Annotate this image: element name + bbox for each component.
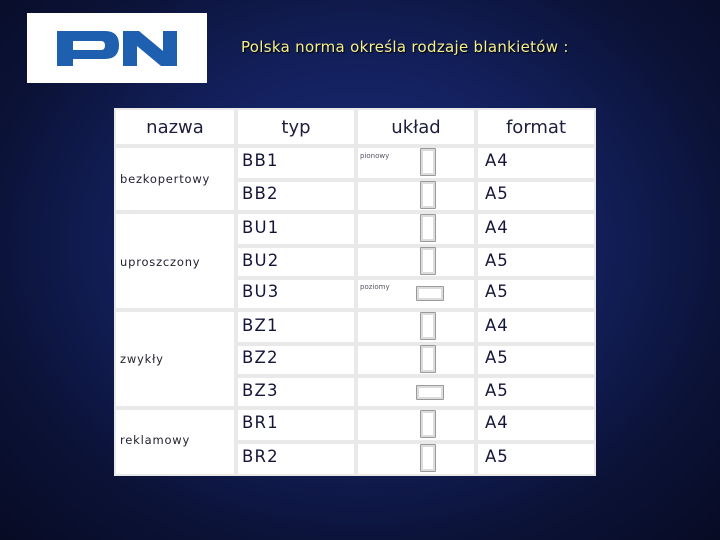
typ-value: BR1 (242, 413, 279, 432)
format-value: A5 (485, 282, 509, 301)
typ-value: BZ1 (242, 316, 279, 335)
format-value: A4 (485, 413, 509, 432)
typ-value: BU2 (242, 251, 280, 270)
pn-logo-icon (27, 13, 207, 83)
uklad-label-pionowy: pionowy (360, 152, 390, 160)
header-uklad: układ (358, 110, 474, 144)
uklad-cell (358, 248, 474, 276)
vertical-envelope-icon (420, 181, 436, 209)
pn-logo (27, 13, 207, 83)
vertical-envelope-icon (420, 148, 436, 176)
typ-value: BZ2 (242, 348, 279, 367)
page-title: Polska norma określa rodzaje blankietów : (241, 38, 569, 56)
blanket-types-table (114, 108, 596, 476)
header-nazwa: nazwa (116, 110, 234, 144)
typ-value: BU3 (242, 282, 280, 301)
header-typ: typ (238, 110, 354, 144)
uklad-cell (358, 346, 474, 374)
typ-value: BB1 (242, 151, 279, 170)
header-format: format (478, 110, 594, 144)
typ-value: BB2 (242, 184, 279, 203)
group-name-uproszczony: uproszczony (120, 255, 201, 269)
vertical-envelope-icon (420, 312, 436, 340)
uklad-cell (358, 182, 474, 210)
uklad-cell (358, 410, 474, 440)
typ-value: BU1 (242, 218, 280, 237)
uklad-cell (358, 312, 474, 342)
format-value: A5 (485, 184, 509, 203)
horizontal-envelope-icon (416, 286, 444, 301)
uklad-cell (358, 444, 474, 474)
format-value: A5 (485, 447, 509, 466)
vertical-envelope-icon (420, 345, 436, 373)
horizontal-envelope-icon (416, 385, 444, 400)
group-name-reklamowy: reklamowy (120, 433, 191, 447)
uklad-cell (358, 214, 474, 244)
uklad-label-poziomy: poziomy (360, 283, 390, 291)
typ-value: BZ3 (242, 381, 279, 400)
vertical-envelope-icon (420, 247, 436, 275)
vertical-envelope-icon (420, 410, 436, 438)
group-name-bezkopertowy: bezkopertowy (120, 172, 211, 186)
format-value: A5 (485, 381, 509, 400)
format-value: A4 (485, 218, 509, 237)
format-value: A4 (485, 316, 509, 335)
vertical-envelope-icon (420, 214, 436, 242)
typ-value: BR2 (242, 447, 279, 466)
vertical-envelope-icon (420, 444, 436, 472)
format-value: A4 (485, 151, 509, 170)
format-value: A5 (485, 251, 509, 270)
group-name-zwykly: zwykły (120, 352, 164, 366)
format-value: A5 (485, 348, 509, 367)
